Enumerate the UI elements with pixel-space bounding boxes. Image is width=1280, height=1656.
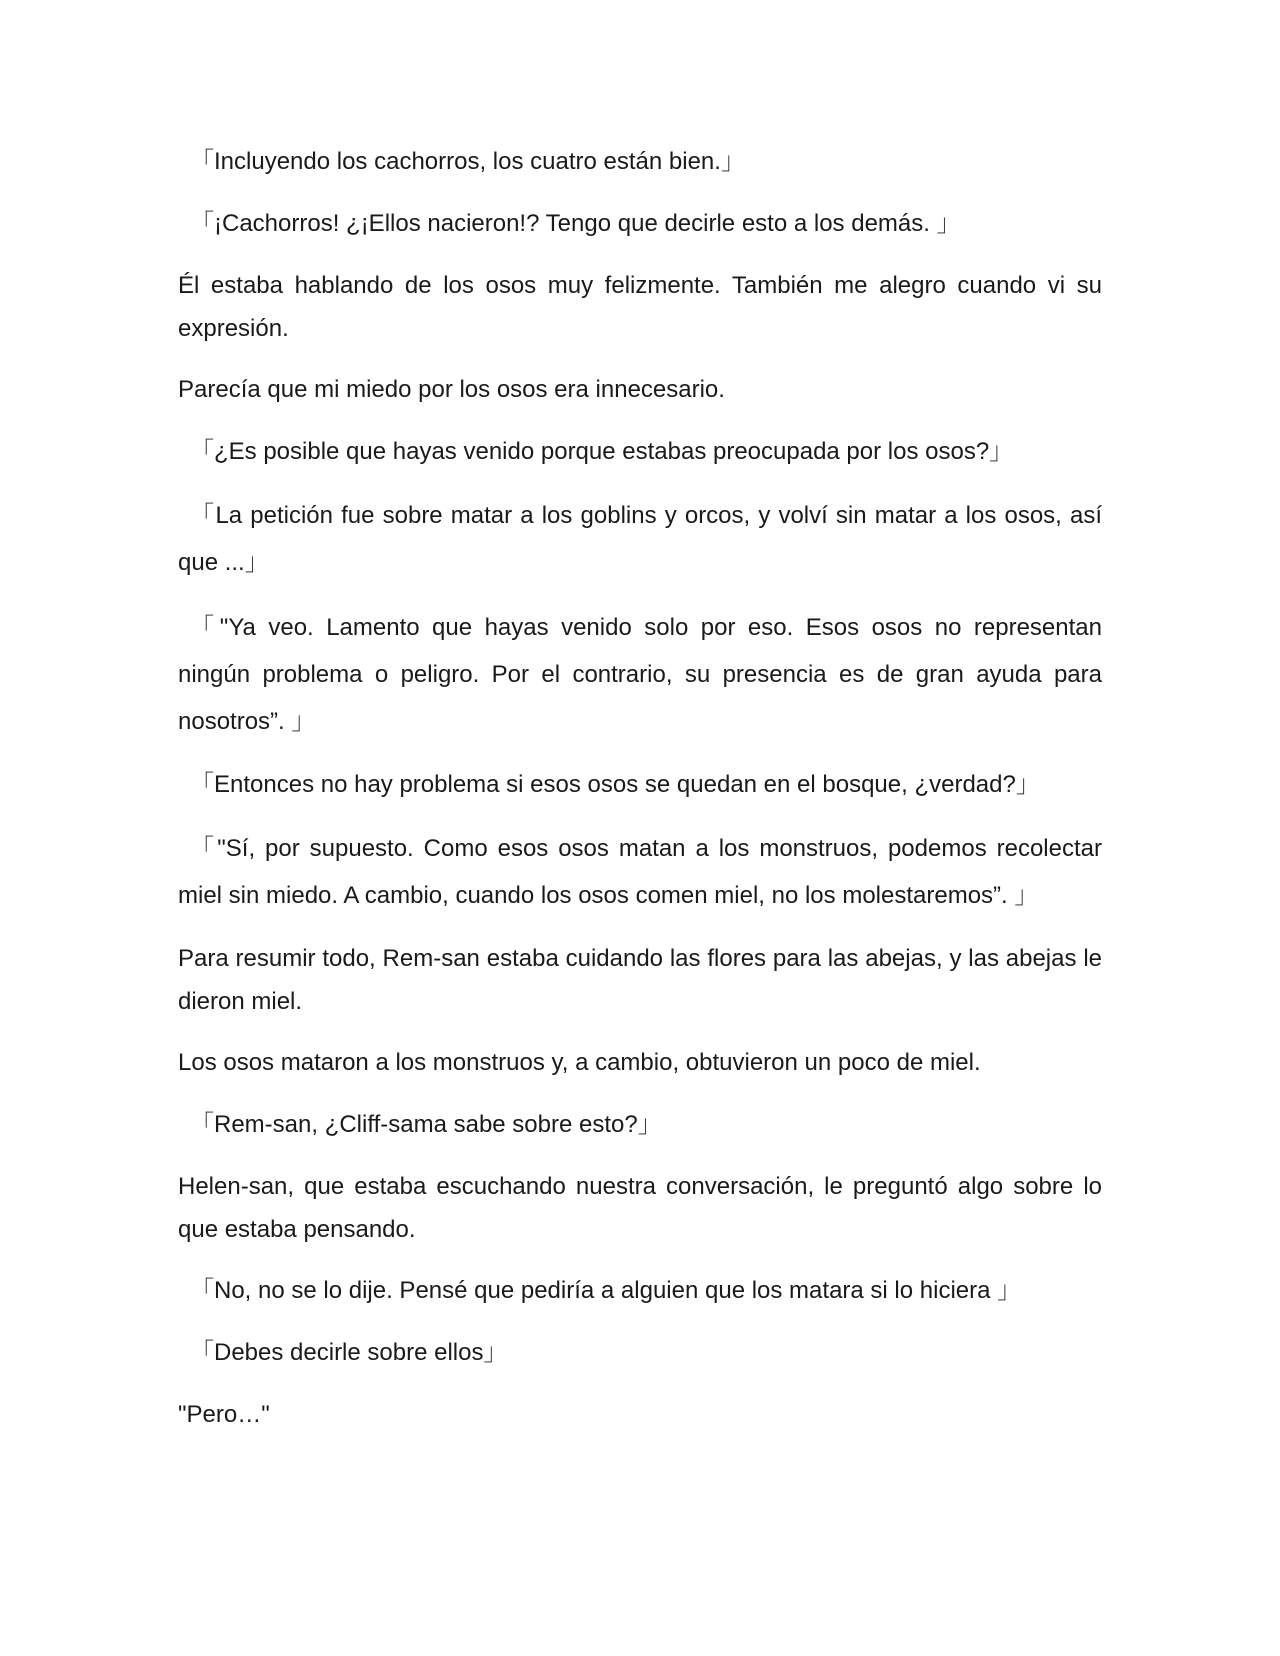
dialog-line: 「La petición fue sobre matar a los goblins y orcos, y volví sin matar a los osos, así que ...」: [178, 502, 1102, 576]
dialog-line: 「Entonces no hay problema si esos osos se quedan en el bosque, ¿verdad?」: [190, 771, 1040, 798]
narration-paragraph: Para resumir todo, Rem-san estaba cuidando las flores para las abejas, y las abejas le dieron miel.: [178, 945, 1102, 1015]
dialog-line: 「Rem-san, ¿Cliff-sama sabe sobre esto?」: [190, 1111, 662, 1138]
dialog-line: 「Incluyendo los cachorros, los cuatro están bien.」: [190, 148, 745, 175]
narration-paragraph: Él estaba hablando de los osos muy felizmente. También me alegro cuando vi su expresión.: [178, 272, 1102, 342]
dialog-line: 「¿Es posible que hayas venido porque estabas preocupada por los osos?」: [190, 438, 1014, 465]
dialog-line: 「No, no se lo dije. Pensé que pediría a alguien que los matara si lo hiciera 」: [190, 1277, 1022, 1304]
dialog-line: 「"Ya veo. Lamento que hayas venido solo por eso. Esos osos no representan ningún problema o peligro. Por el contrario, su presencia es de gran ayuda para nosotros”. 」: [178, 614, 1102, 735]
dialog-line: 「"Sí, por supuesto. Como esos osos matan a los monstruos, podemos recolectar miel sin miedo. A cambio, cuando los osos comen miel, no los molestaremos”. 」: [178, 835, 1102, 909]
narration-paragraph: "Pero…": [178, 1401, 270, 1428]
narration-paragraph: Los osos mataron a los monstruos y, a cambio, obtuvieron un poco de miel.: [178, 1049, 981, 1076]
document-page: [178, 140, 1102, 1455]
narration-paragraph: Helen-san, que estaba escuchando nuestra conversación, le preguntó algo sobre lo que estaba pensando.: [178, 1173, 1102, 1243]
narration-paragraph: Parecía que mi miedo por los osos era innecesario.: [178, 376, 725, 403]
dialog-line: 「Debes decirle sobre ellos」: [190, 1339, 508, 1366]
dialog-line: 「¡Cachorros! ¿¡Ellos nacieron!? Tengo que decirle esto a los demás. 」: [190, 210, 961, 237]
